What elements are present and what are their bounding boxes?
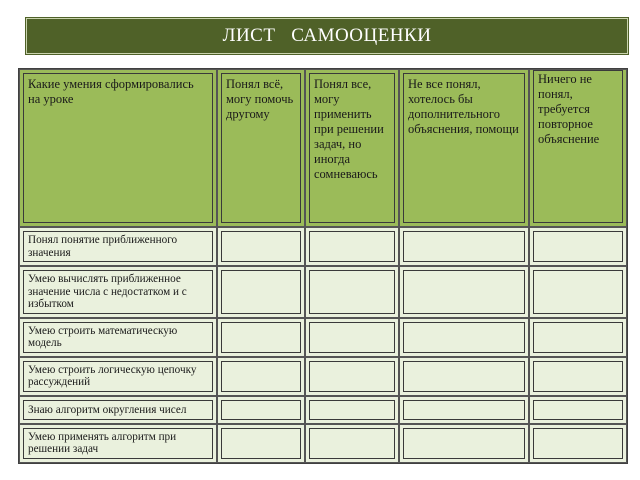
table-row xyxy=(19,424,627,463)
skill-cell xyxy=(19,357,217,396)
answer-cell[interactable] xyxy=(217,396,305,424)
answer-cell[interactable] xyxy=(217,424,305,463)
header-skills: Какие умения сформировались на уроке xyxy=(23,73,213,223)
header-row xyxy=(19,69,627,227)
skill-label: Умею строить логическую цепочку рассуждений xyxy=(23,361,213,392)
answer-cell[interactable] xyxy=(399,357,529,396)
answer-cell[interactable] xyxy=(217,227,305,266)
answer-cell[interactable] xyxy=(399,266,529,318)
answer-cell[interactable] xyxy=(305,318,399,357)
answer-cell[interactable] xyxy=(399,396,529,424)
answer-cell[interactable] xyxy=(399,227,529,266)
skill-cell xyxy=(19,266,217,318)
answer-cell[interactable] xyxy=(529,357,627,396)
skill-cell xyxy=(19,396,217,424)
skill-label: Умею строить математическую модель xyxy=(23,322,213,353)
header-not-understood: Ничего не понял, требуется повторное объяснение xyxy=(533,70,623,223)
answer-cell[interactable] xyxy=(529,227,627,266)
answer-cell[interactable] xyxy=(305,424,399,463)
header-cell-understood-doubt xyxy=(305,69,399,227)
header-cell-need-help xyxy=(399,69,529,227)
skill-label: Знаю алгоритм округления чисел xyxy=(23,400,213,420)
skill-cell xyxy=(19,227,217,266)
answer-cell[interactable] xyxy=(305,396,399,424)
table-row xyxy=(19,396,627,424)
answer-cell[interactable] xyxy=(399,424,529,463)
table-row xyxy=(19,318,627,357)
answer-cell[interactable] xyxy=(217,266,305,318)
skill-label: Умею вычислять приближенное значение числа с недостатком и с избытком xyxy=(23,270,213,314)
header-cell-not-understood xyxy=(529,69,627,227)
skill-cell xyxy=(19,318,217,357)
answer-cell[interactable] xyxy=(305,266,399,318)
skill-label: Умею применять алгоритм при решении задач xyxy=(23,428,213,459)
answer-cell[interactable] xyxy=(529,424,627,463)
answer-cell[interactable] xyxy=(217,318,305,357)
header-cell-understood-all xyxy=(217,69,305,227)
table-row xyxy=(19,266,627,318)
header-need-help: Не все понял, хотелось бы дополнительного объяснения, помощи xyxy=(403,73,525,223)
self-assessment-table xyxy=(18,68,628,464)
header-understood-doubt: Понял все, могу применить при решении задач, но иногда сомневаюсь xyxy=(309,73,395,223)
answer-cell[interactable] xyxy=(399,318,529,357)
answer-cell[interactable] xyxy=(217,357,305,396)
answer-cell[interactable] xyxy=(305,357,399,396)
skill-cell xyxy=(19,424,217,463)
table-row xyxy=(19,227,627,266)
header-cell-skills xyxy=(19,69,217,227)
page-title: ЛИСТ САМООЦЕНКИ xyxy=(222,25,432,46)
skill-label: Понял понятие приближенного значения xyxy=(23,231,213,262)
answer-cell[interactable] xyxy=(529,318,627,357)
answer-cell[interactable] xyxy=(529,266,627,318)
answer-cell[interactable] xyxy=(305,227,399,266)
title-banner xyxy=(26,18,628,54)
table-row xyxy=(19,357,627,396)
header-understood-all: Понял всё, могу помочь другому xyxy=(221,73,301,223)
answer-cell[interactable] xyxy=(529,396,627,424)
